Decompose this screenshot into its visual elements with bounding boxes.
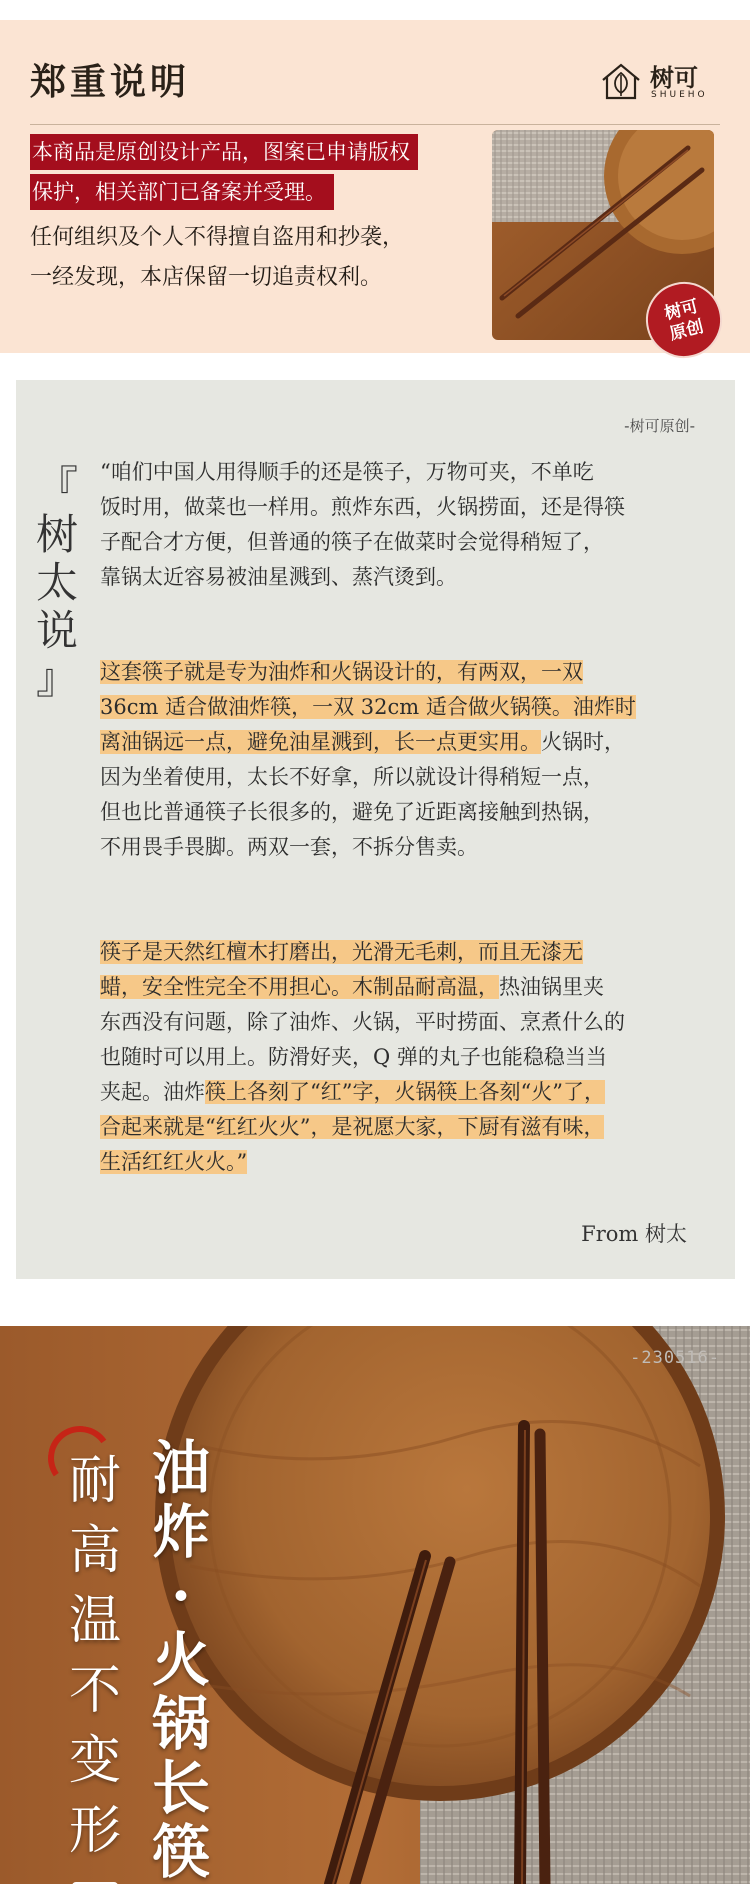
highlighted-text: 蜡，安全性完全不用担心。木制品耐高温， — [100, 975, 499, 999]
stamp-line-1: 树可 — [662, 296, 701, 325]
story-text: 不用畏手畏脚。两双一套，不拆分售卖。 — [100, 835, 478, 859]
highlighted-text: 筷上各刻了“红”字，火锅筷上各刻“火”了， — [205, 1080, 605, 1104]
story-text: 也随时可以用上。防滑好夹，Q 弹的丸子也能稳稳当当 — [100, 1045, 607, 1069]
story-line — [100, 690, 710, 725]
story-paragraph-3 — [100, 935, 710, 1180]
story-line — [100, 1075, 710, 1110]
story-line — [100, 1110, 710, 1145]
subheadline-char: 高 — [68, 1521, 121, 1581]
red-notice-line-2: 保护，相关部门已备案并受理。 — [30, 174, 334, 210]
story-text: 夹起。油炸 — [100, 1080, 205, 1104]
promo-banner — [0, 1326, 750, 1884]
notice-line-1: 任何组织及个人不得擅自盗用和抄袭， — [30, 225, 405, 250]
brand-subtitle: SHUEHO — [651, 90, 708, 100]
story-paragraph-2 — [100, 655, 710, 865]
brand-name: 树可 — [650, 64, 698, 92]
subheadline-char: 温 — [68, 1591, 121, 1651]
story-text: 靠锅太近容易被油星溅到、蒸汽烫到。 — [100, 565, 457, 589]
highlighted-text: 36cm 适合做油炸筷，一双 32cm 适合做火锅筷。油炸时 — [100, 695, 636, 719]
story-line — [100, 525, 710, 560]
story-text: 子配合才方便，但普通的筷子在做菜时会觉得稍短了， — [100, 530, 604, 554]
headline-char: 锅 — [151, 1690, 210, 1758]
subheadline-char: 形 — [68, 1801, 121, 1861]
house-leaf-icon — [600, 60, 642, 102]
highlighted-text: 筷子是天然红檀木打磨出，光滑无毛刺，而且无漆无 — [100, 940, 583, 964]
subheadline-char: 不 — [68, 1661, 121, 1721]
story-line — [100, 655, 710, 690]
story-line — [100, 455, 710, 490]
story-text: 但也比普通筷子长很多的，避免了近距离接触到热锅， — [100, 800, 604, 824]
brand-logo — [600, 54, 720, 106]
headline-oil-fry-hotpot — [146, 1436, 216, 1884]
highlighted-text: 离油锅远一点，避免油星溅到，长一点更实用。 — [100, 730, 541, 754]
story-line — [100, 760, 710, 795]
subheadline-char: 耐 — [68, 1451, 121, 1511]
label-char-1: 树 — [35, 510, 78, 559]
highlighted-text: 生活红红火火。” — [100, 1150, 248, 1174]
divider — [30, 124, 720, 125]
story-line — [100, 560, 710, 595]
story-text: 因为坐着使用，太长不好拿，所以就设计得稍短一点， — [100, 765, 604, 789]
headline-char: 油 — [151, 1434, 210, 1502]
highlighted-text: 这套筷子就是专为油炸和火锅设计的，有两双，一双 — [100, 660, 583, 684]
story-text: 热油锅里夹 — [499, 975, 604, 999]
red-notice-line-1: 本商品是原创设计产品，图案已申请版权 — [30, 134, 418, 170]
label-char-3: 说 — [35, 606, 78, 655]
story-text: 东西没有问题，除了油炸、火锅，平时捞面、烹煮什么的 — [100, 1010, 625, 1034]
photo-code: -230516- — [630, 1348, 720, 1368]
label-char-2: 太 — [35, 558, 78, 607]
story-text: 火锅时， — [541, 730, 625, 754]
story-text: “咱们中国人用得顺手的还是筷子，万物可夹，不单吃 — [100, 460, 594, 484]
notice-line-2: 一经发现，本店保留一切追责权利。 — [30, 265, 383, 290]
story-line — [100, 1145, 710, 1180]
label-close-bracket: 』 — [35, 654, 78, 703]
highlighted-text: 合起来就是“红红火火”，是祝愿大家，下厨有滋有味， — [100, 1115, 605, 1139]
story-paragraph-1 — [100, 455, 710, 595]
copyright-notice — [0, 20, 750, 353]
notice-title: 郑重说明 — [30, 62, 191, 103]
headline-char: 火 — [151, 1626, 210, 1694]
designer-story — [16, 380, 735, 1279]
story-line — [100, 1005, 710, 1040]
story-line — [100, 970, 710, 1005]
story-line — [100, 795, 710, 830]
story-line — [100, 725, 710, 760]
story-signature: From 树太 — [581, 1222, 687, 1246]
label-open-bracket: 『 — [35, 462, 78, 511]
headline-char: · — [170, 1562, 192, 1630]
subheadline-char: 变 — [68, 1731, 121, 1791]
stamp-line-2: 原创 — [667, 316, 706, 345]
story-line — [100, 1040, 710, 1075]
headline-char: 长 — [151, 1754, 210, 1822]
headline-char: 筷 — [151, 1818, 210, 1884]
story-line — [100, 490, 710, 525]
story-text: 饭时用，做菜也一样用。煎炸东西，火锅捞面，还是得筷 — [100, 495, 625, 519]
story-line — [100, 935, 710, 970]
story-line — [100, 830, 710, 865]
subheadline-heat-resistant — [64, 1446, 126, 1866]
story-tag: -树可原创- — [624, 417, 695, 435]
headline-char: 炸 — [151, 1498, 210, 1566]
story-label — [34, 463, 80, 703]
